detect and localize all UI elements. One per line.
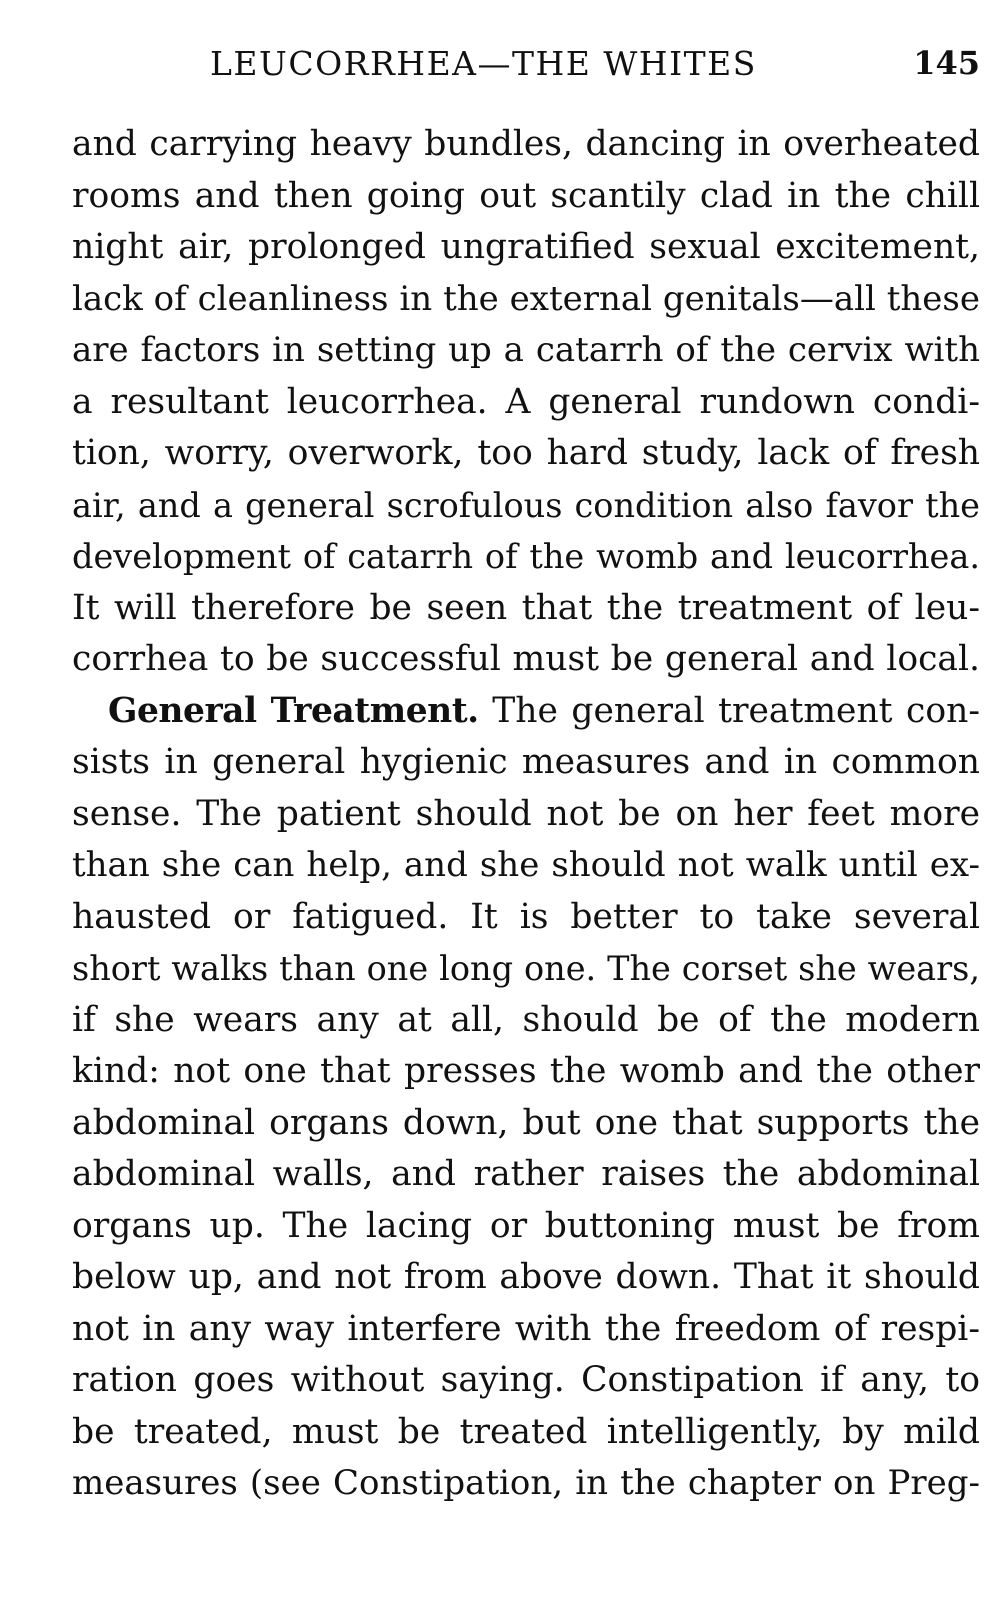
text-line: are factors in setting up a catarrh of the cervix with: [72, 330, 980, 370]
text-line: It will therefore be seen that the treatment of leu-: [72, 587, 980, 628]
text-line: and carrying heavy bundles, dancing in overheated: [72, 124, 980, 164]
text-line: kind: not one that presses the womb and the other: [72, 1051, 980, 1091]
paragraph-1: [72, 119, 980, 686]
text-line: a resultant leucorrhea. A general rundown condi-: [72, 381, 980, 422]
text-line: if she wears any at all, should be of the modern: [72, 999, 980, 1040]
text-line: tion, worry, overwork, too hard study, lack of fresh: [72, 433, 980, 473]
text-line: lack of cleanliness in the external genitals—all these: [72, 278, 980, 319]
text-fragment: The general treatment con-: [492, 690, 981, 731]
text-line: ration goes without saying. Constipation if any, to: [72, 1360, 980, 1400]
text-line: development of catarrh of the womb and leucorrhea.: [72, 537, 980, 576]
paragraph-2: [72, 686, 980, 1510]
text-line: abdominal organs down, but one that supports the: [72, 1102, 980, 1143]
text-line: than she can help, and she should not walk until ex-: [72, 845, 980, 885]
text-line: sists in general hygienic measures and in common: [72, 742, 980, 782]
text-line: not in any way interfere with the freedom of respi-: [72, 1308, 980, 1349]
section-heading: General Treatment.: [108, 690, 479, 731]
text-line: night air, prolonged ungratified sexual excitement,: [72, 227, 980, 267]
text-line: measures (see Constipation, in the chapter on Preg-: [72, 1463, 980, 1503]
body-text: [72, 119, 980, 1510]
text-line: be treated, must be treated intelligently, by mild: [72, 1411, 980, 1452]
text-line: sense. The patient should not be on her feet more: [72, 793, 980, 834]
text-line: rooms and then going out scantily clad in the chill: [72, 175, 980, 216]
text-line: corrhea to be successful must be general and local.: [72, 639, 980, 679]
text-line-with-heading: [72, 686, 980, 738]
text-line: short walks than one long one. The corset she wears,: [72, 949, 980, 988]
text-line: air, and a general scrofulous condition also favor the: [72, 485, 980, 525]
text-line: organs up. The lacing or buttoning must be from: [72, 1205, 980, 1246]
text-line: hausted or fatigued. It is better to take several: [72, 896, 980, 937]
text-line: below up, and not from above down. That it should: [72, 1257, 980, 1297]
running-title: LEUCORRHEA—THE WHITES: [210, 44, 757, 83]
running-head: [210, 44, 980, 92]
text-line: abdominal walls, and rather raises the abdominal: [72, 1154, 980, 1194]
page-number: 145: [913, 44, 980, 82]
